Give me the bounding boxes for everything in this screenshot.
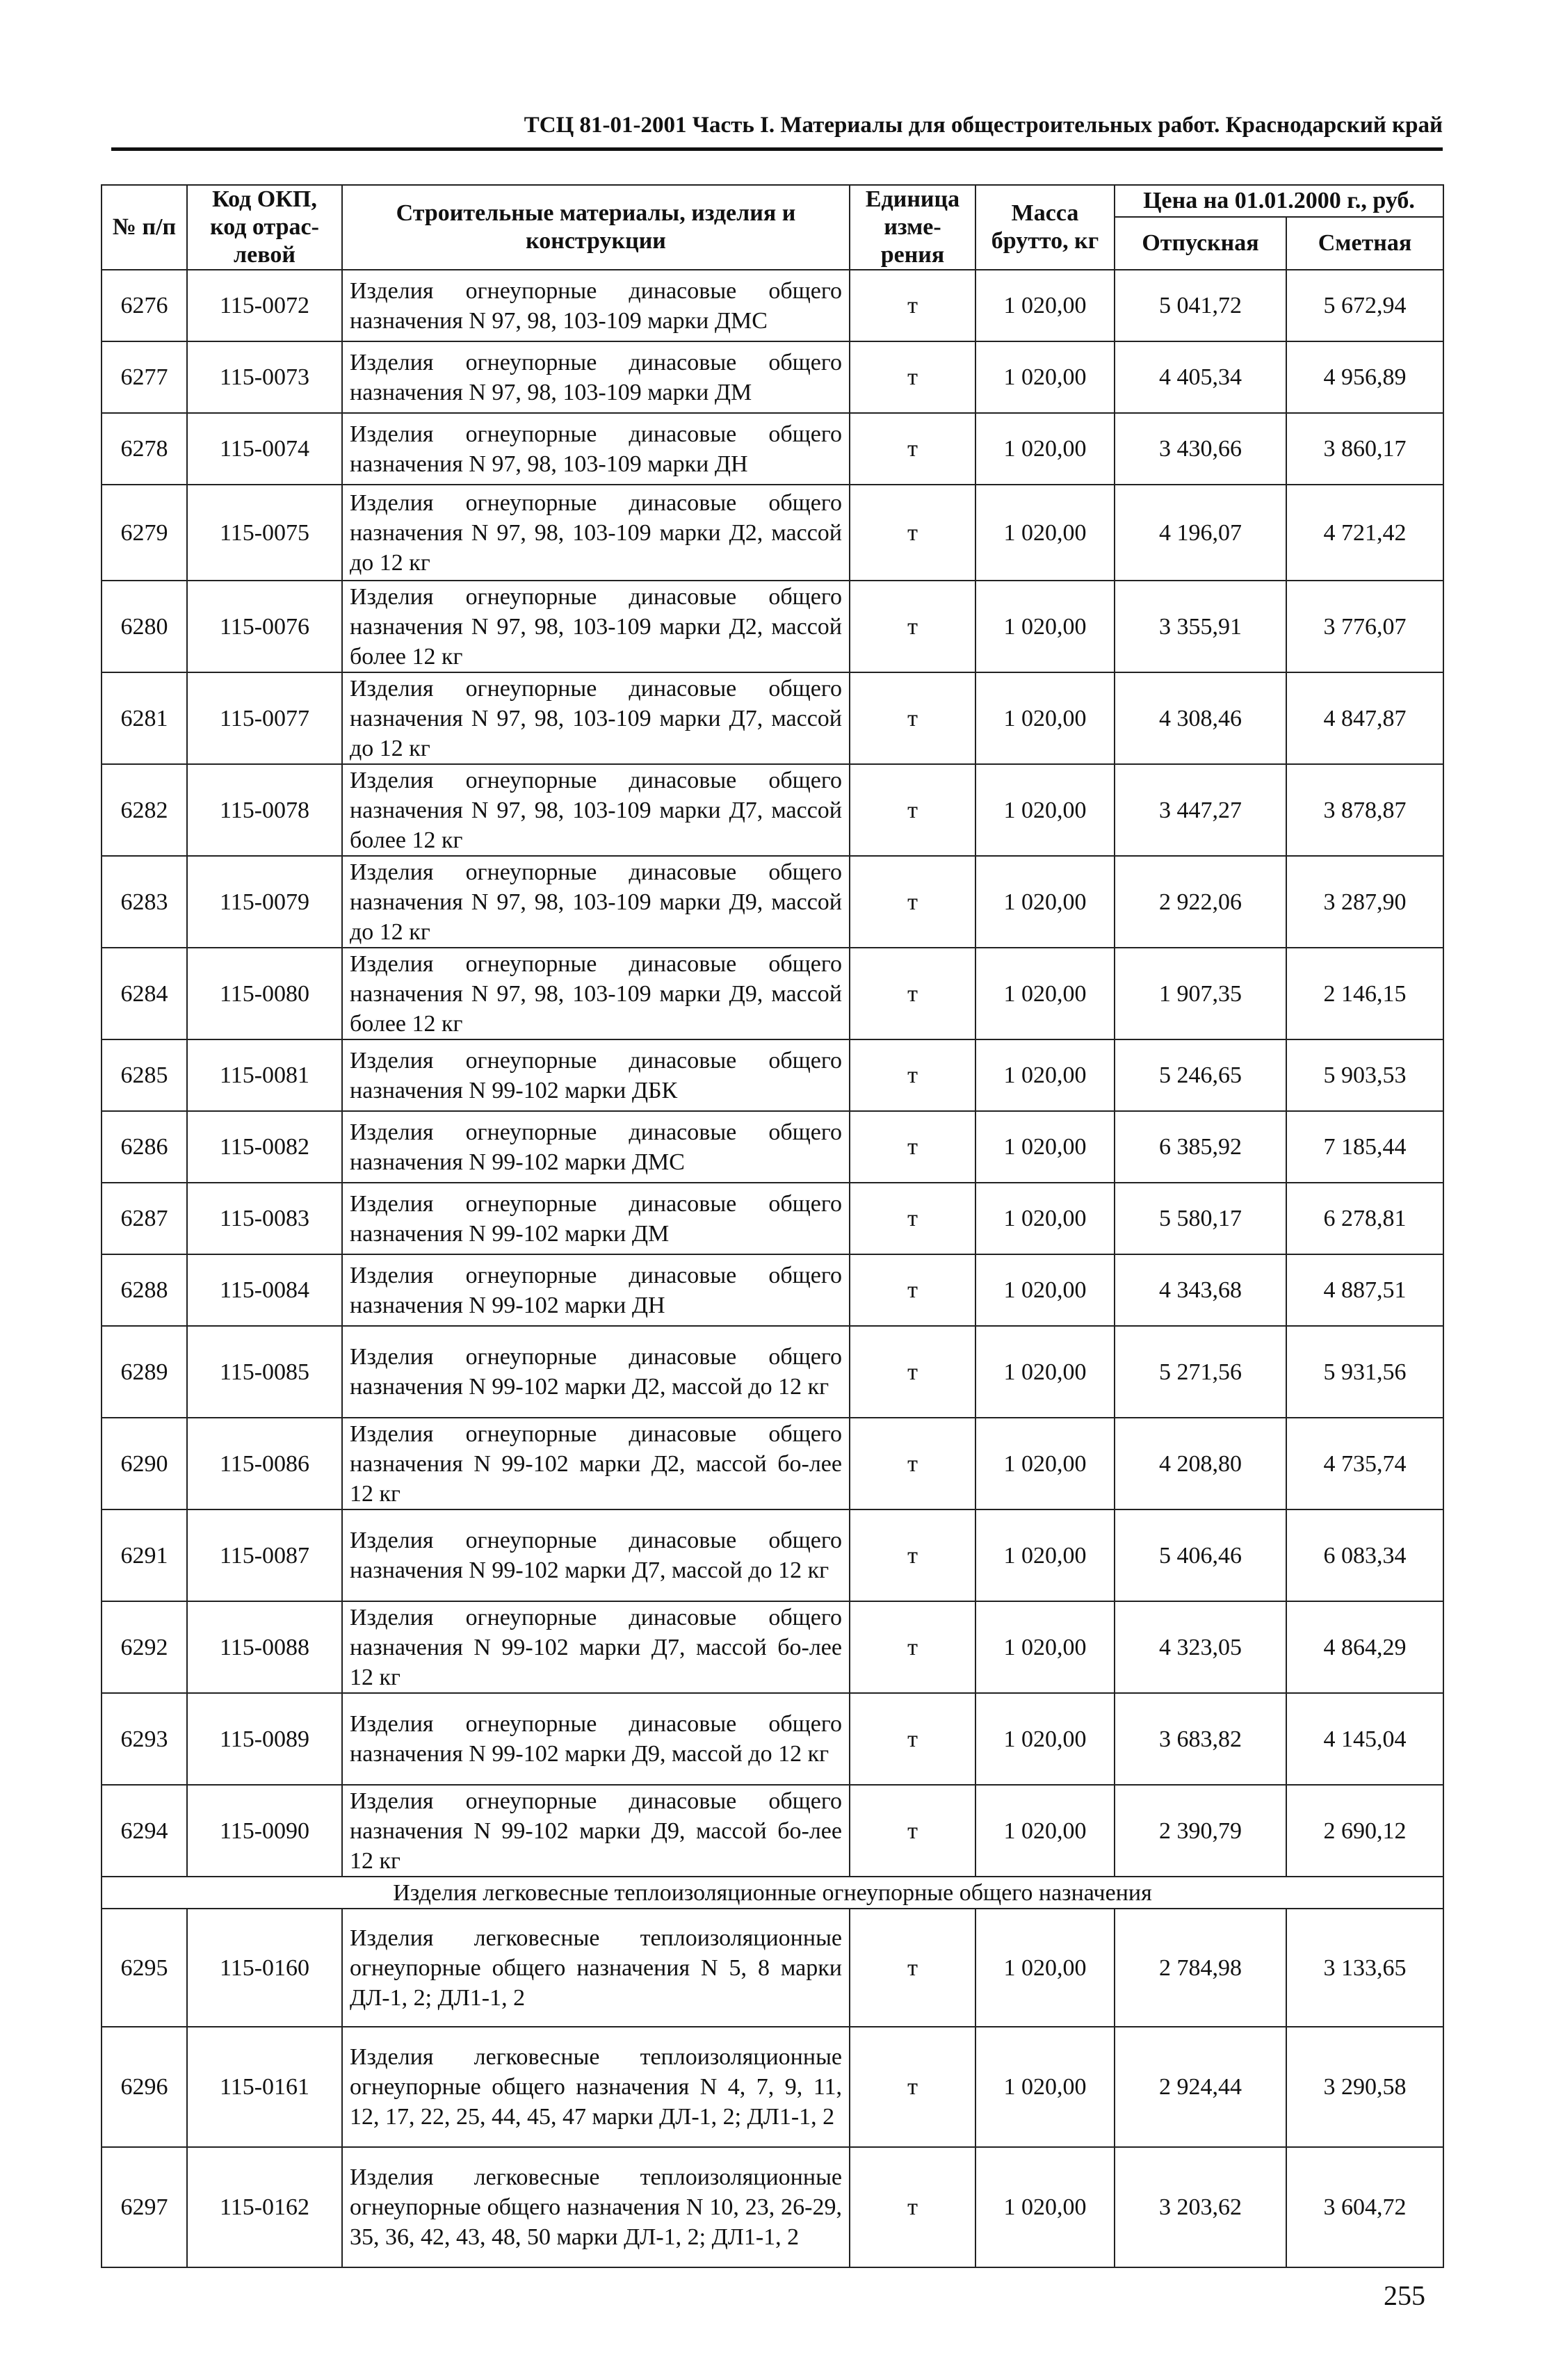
row-mass: 1 020,00 [975, 856, 1115, 948]
table-row [102, 1326, 1443, 1418]
table-row [102, 948, 1443, 1039]
row-unit: т [850, 2147, 975, 2267]
table-row [102, 1418, 1443, 1509]
row-price-release: 2 784,98 [1115, 1909, 1286, 2027]
row-description: Изделия огнеупорные динасовые общего назначения N 99-102 марки ДБК [342, 1039, 850, 1111]
row-price-estimate: 3 604,72 [1286, 2147, 1443, 2267]
row-mass: 1 020,00 [975, 1326, 1115, 1418]
row-mass: 1 020,00 [975, 413, 1115, 485]
row-unit: т [850, 948, 975, 1039]
row-price-estimate: 3 287,90 [1286, 856, 1443, 948]
row-unit: т [850, 1418, 975, 1509]
row-number: 6280 [102, 581, 187, 672]
row-price-estimate: 4 956,89 [1286, 341, 1443, 413]
table-row [102, 1693, 1443, 1785]
table-row [102, 485, 1443, 581]
row-number: 6282 [102, 764, 187, 856]
table-row [102, 672, 1443, 764]
row-price-release: 5 580,17 [1115, 1183, 1286, 1254]
row-unit: т [850, 581, 975, 672]
row-unit: т [850, 1601, 975, 1693]
row-code: 115-0079 [187, 856, 342, 948]
row-description: Изделия огнеупорные динасовые общего назначения N 97, 98, 103-109 марки Д7, массой более 12 кг [342, 764, 850, 856]
page-header: ТСЦ 81-01-2001 Часть I. Материалы для общестроительных работ. Краснодарский край [524, 113, 1443, 138]
row-price-estimate: 3 860,17 [1286, 413, 1443, 485]
row-price-estimate: 4 887,51 [1286, 1254, 1443, 1326]
col-header-mass: Масса брутто, кг [975, 185, 1115, 270]
row-description: Изделия огнеупорные динасовые общего назначения N 97, 98, 103-109 марки Д9, массой до 12 кг [342, 856, 850, 948]
row-number: 6293 [102, 1693, 187, 1785]
row-code: 115-0087 [187, 1509, 342, 1601]
row-unit: т [850, 1326, 975, 1418]
col-header-price-estimate: Сметная [1286, 217, 1443, 270]
table-row [102, 1111, 1443, 1183]
row-unit: т [850, 2027, 975, 2147]
row-price-release: 3 203,62 [1115, 2147, 1286, 2267]
table-row [102, 764, 1443, 856]
row-number: 6279 [102, 485, 187, 581]
row-price-release: 4 208,80 [1115, 1418, 1286, 1509]
row-price-release: 5 041,72 [1115, 270, 1286, 341]
row-price-estimate: 4 847,87 [1286, 672, 1443, 764]
row-code: 115-0076 [187, 581, 342, 672]
row-number: 6288 [102, 1254, 187, 1326]
row-description: Изделия огнеупорные динасовые общего назначения N 99-102 марки Д9, массой бо-лее 12 кг [342, 1785, 850, 1877]
row-number: 6291 [102, 1509, 187, 1601]
table-row [102, 1509, 1443, 1601]
table-row [102, 1601, 1443, 1693]
row-number: 6278 [102, 413, 187, 485]
row-mass: 1 020,00 [975, 1601, 1115, 1693]
row-number: 6286 [102, 1111, 187, 1183]
row-description: Изделия огнеупорные динасовые общего назначения N 97, 98, 103-109 марки Д2, массой до 12 кг [342, 485, 850, 581]
row-description: Изделия огнеупорные динасовые общего назначения N 97, 98, 103-109 марки Д2, массой более 12 кг [342, 581, 850, 672]
row-number: 6284 [102, 948, 187, 1039]
row-number: 6276 [102, 270, 187, 341]
table-row [102, 413, 1443, 485]
row-unit: т [850, 1693, 975, 1785]
row-unit: т [850, 413, 975, 485]
row-code: 115-0075 [187, 485, 342, 581]
row-price-estimate: 3 290,58 [1286, 2027, 1443, 2147]
row-number: 6294 [102, 1785, 187, 1877]
row-code: 115-0086 [187, 1418, 342, 1509]
row-price-release: 3 355,91 [1115, 581, 1286, 672]
row-price-release: 4 196,07 [1115, 485, 1286, 581]
col-header-price-group: Цена на 01.01.2000 г., руб. [1115, 185, 1443, 217]
row-code: 115-0080 [187, 948, 342, 1039]
table-row [102, 270, 1443, 341]
row-description: Изделия огнеупорные динасовые общего назначения N 97, 98, 103-109 марки ДМС [342, 270, 850, 341]
row-code: 115-0074 [187, 413, 342, 485]
table-row [102, 1039, 1443, 1111]
row-code: 115-0077 [187, 672, 342, 764]
row-mass: 1 020,00 [975, 270, 1115, 341]
row-price-release: 3 447,27 [1115, 764, 1286, 856]
table-row [102, 2027, 1443, 2147]
row-price-estimate: 5 931,56 [1286, 1326, 1443, 1418]
row-unit: т [850, 1039, 975, 1111]
row-price-release: 2 390,79 [1115, 1785, 1286, 1877]
row-price-estimate: 2 146,15 [1286, 948, 1443, 1039]
row-description: Изделия легковесные теплоизоляционные огнеупорные общего назначения N 4, 7, 9, 11, 12, 17, 22, 25, 44, 45, 47 марки ДЛ-1, 2; ДЛ1-1, 2 [342, 2027, 850, 2147]
section-row [102, 1877, 1443, 1909]
row-mass: 1 020,00 [975, 1183, 1115, 1254]
row-code: 115-0083 [187, 1183, 342, 1254]
row-mass: 1 020,00 [975, 1039, 1115, 1111]
row-price-release: 3 683,82 [1115, 1693, 1286, 1785]
row-unit: т [850, 341, 975, 413]
table-row [102, 1183, 1443, 1254]
row-code: 115-0090 [187, 1785, 342, 1877]
materials-table [101, 184, 1444, 2268]
row-number: 6287 [102, 1183, 187, 1254]
row-description: Изделия огнеупорные динасовые общего назначения N 99-102 марки ДМС [342, 1111, 850, 1183]
row-mass: 1 020,00 [975, 672, 1115, 764]
table-row [102, 581, 1443, 672]
row-description: Изделия огнеупорные динасовые общего назначения N 97, 98, 103-109 марки Д7, массой до 12 кг [342, 672, 850, 764]
row-price-release: 5 271,56 [1115, 1326, 1286, 1418]
row-unit: т [850, 1183, 975, 1254]
col-header-unit: Единица изме-рения [850, 185, 975, 270]
row-mass: 1 020,00 [975, 1418, 1115, 1509]
row-code: 115-0088 [187, 1601, 342, 1693]
row-description: Изделия огнеупорные динасовые общего назначения N 99-102 марки ДН [342, 1254, 850, 1326]
row-mass: 1 020,00 [975, 764, 1115, 856]
row-price-release: 2 922,06 [1115, 856, 1286, 948]
table-row [102, 1785, 1443, 1877]
table-row [102, 341, 1443, 413]
row-mass: 1 020,00 [975, 1254, 1115, 1326]
row-code: 115-0160 [187, 1909, 342, 2027]
header-rule [111, 147, 1443, 151]
row-mass: 1 020,00 [975, 581, 1115, 672]
row-price-estimate: 6 278,81 [1286, 1183, 1443, 1254]
table-row [102, 856, 1443, 948]
table-header [102, 185, 1443, 270]
row-price-estimate: 4 864,29 [1286, 1601, 1443, 1693]
row-number: 6290 [102, 1418, 187, 1509]
row-code: 115-0081 [187, 1039, 342, 1111]
row-price-estimate: 3 776,07 [1286, 581, 1443, 672]
row-price-release: 1 907,35 [1115, 948, 1286, 1039]
row-mass: 1 020,00 [975, 1785, 1115, 1877]
row-price-release: 2 924,44 [1115, 2027, 1286, 2147]
row-price-estimate: 3 133,65 [1286, 1909, 1443, 2027]
row-number: 6295 [102, 1909, 187, 2027]
row-number: 6289 [102, 1326, 187, 1418]
row-mass: 1 020,00 [975, 341, 1115, 413]
table-row [102, 1254, 1443, 1326]
row-mass: 1 020,00 [975, 1111, 1115, 1183]
row-code: 115-0162 [187, 2147, 342, 2267]
row-price-estimate: 4 145,04 [1286, 1693, 1443, 1785]
row-code: 115-0161 [187, 2027, 342, 2147]
row-price-estimate: 5 903,53 [1286, 1039, 1443, 1111]
row-price-release: 5 246,65 [1115, 1039, 1286, 1111]
row-number: 6296 [102, 2027, 187, 2147]
table-body-lightweight [102, 1909, 1443, 2267]
row-mass: 1 020,00 [975, 485, 1115, 581]
row-unit: т [850, 485, 975, 581]
row-price-estimate: 4 721,42 [1286, 485, 1443, 581]
row-description: Изделия легковесные теплоизоляционные огнеупорные общего назначения N 5, 8 марки ДЛ-1, 2; ДЛ1-1, 2 [342, 1909, 850, 2027]
row-mass: 1 020,00 [975, 2147, 1115, 2267]
row-unit: т [850, 1254, 975, 1326]
row-price-estimate: 3 878,87 [1286, 764, 1443, 856]
row-code: 115-0072 [187, 270, 342, 341]
row-unit: т [850, 1909, 975, 2027]
row-price-estimate: 5 672,94 [1286, 270, 1443, 341]
row-description: Изделия огнеупорные динасовые общего назначения N 99-102 марки Д2, массой до 12 кг [342, 1326, 850, 1418]
row-code: 115-0085 [187, 1326, 342, 1418]
row-number: 6283 [102, 856, 187, 948]
row-number: 6292 [102, 1601, 187, 1693]
row-code: 115-0089 [187, 1693, 342, 1785]
col-header-code: Код ОКП, код отрас-левой [187, 185, 342, 270]
table-row [102, 2147, 1443, 2267]
row-number: 6297 [102, 2147, 187, 2267]
row-price-release: 5 406,46 [1115, 1509, 1286, 1601]
row-price-release: 4 308,46 [1115, 672, 1286, 764]
row-price-estimate: 2 690,12 [1286, 1785, 1443, 1877]
row-mass: 1 020,00 [975, 948, 1115, 1039]
row-code: 115-0084 [187, 1254, 342, 1326]
row-unit: т [850, 856, 975, 948]
section-title: Изделия легковесные теплоизоляционные огнеупорные общего назначения [102, 1877, 1443, 1909]
row-code: 115-0078 [187, 764, 342, 856]
row-price-estimate: 7 185,44 [1286, 1111, 1443, 1183]
col-header-price-release: Отпускная [1115, 217, 1286, 270]
row-price-release: 3 430,66 [1115, 413, 1286, 485]
row-price-release: 6 385,92 [1115, 1111, 1286, 1183]
row-mass: 1 020,00 [975, 2027, 1115, 2147]
row-description: Изделия огнеупорные динасовые общего назначения N 97, 98, 103-109 марки ДМ [342, 341, 850, 413]
row-price-estimate: 6 083,34 [1286, 1509, 1443, 1601]
col-header-desc: Строительные материалы, изделия и конструкции [342, 185, 850, 270]
row-unit: т [850, 1785, 975, 1877]
row-description: Изделия огнеупорные динасовые общего назначения N 97, 98, 103-109 марки ДН [342, 413, 850, 485]
table-body-dinas [102, 270, 1443, 1877]
col-header-num: № п/п [102, 185, 187, 270]
row-description: Изделия огнеупорные динасовые общего назначения N 99-102 марки Д7, массой до 12 кг [342, 1509, 850, 1601]
row-mass: 1 020,00 [975, 1693, 1115, 1785]
table-section [102, 1877, 1443, 1909]
row-price-release: 4 405,34 [1115, 341, 1286, 413]
row-unit: т [850, 1509, 975, 1601]
row-mass: 1 020,00 [975, 1509, 1115, 1601]
row-description: Изделия легковесные теплоизоляционные огнеупорные общего назначения N 10, 23, 26-29, 35, 36, 42, 43, 48, 50 марки ДЛ-1, 2; ДЛ1-1, 2 [342, 2147, 850, 2267]
row-unit: т [850, 672, 975, 764]
row-price-release: 4 343,68 [1115, 1254, 1286, 1326]
table-row [102, 1909, 1443, 2027]
row-price-estimate: 4 735,74 [1286, 1418, 1443, 1509]
row-description: Изделия огнеупорные динасовые общего назначения N 99-102 марки Д7, массой бо-лее 12 кг [342, 1601, 850, 1693]
row-code: 115-0073 [187, 341, 342, 413]
row-description: Изделия огнеупорные динасовые общего назначения N 99-102 марки Д9, массой до 12 кг [342, 1693, 850, 1785]
row-unit: т [850, 764, 975, 856]
page-number: 255 [1384, 2280, 1425, 2311]
row-unit: т [850, 270, 975, 341]
row-description: Изделия огнеупорные динасовые общего назначения N 99-102 марки Д2, массой бо-лее 12 кг [342, 1418, 850, 1509]
row-description: Изделия огнеупорные динасовые общего назначения N 97, 98, 103-109 марки Д9, массой более 12 кг [342, 948, 850, 1039]
row-price-release: 4 323,05 [1115, 1601, 1286, 1693]
row-unit: т [850, 1111, 975, 1183]
row-mass: 1 020,00 [975, 1909, 1115, 2027]
row-number: 6285 [102, 1039, 187, 1111]
row-number: 6277 [102, 341, 187, 413]
row-code: 115-0082 [187, 1111, 342, 1183]
row-number: 6281 [102, 672, 187, 764]
row-description: Изделия огнеупорные динасовые общего назначения N 99-102 марки ДМ [342, 1183, 850, 1254]
